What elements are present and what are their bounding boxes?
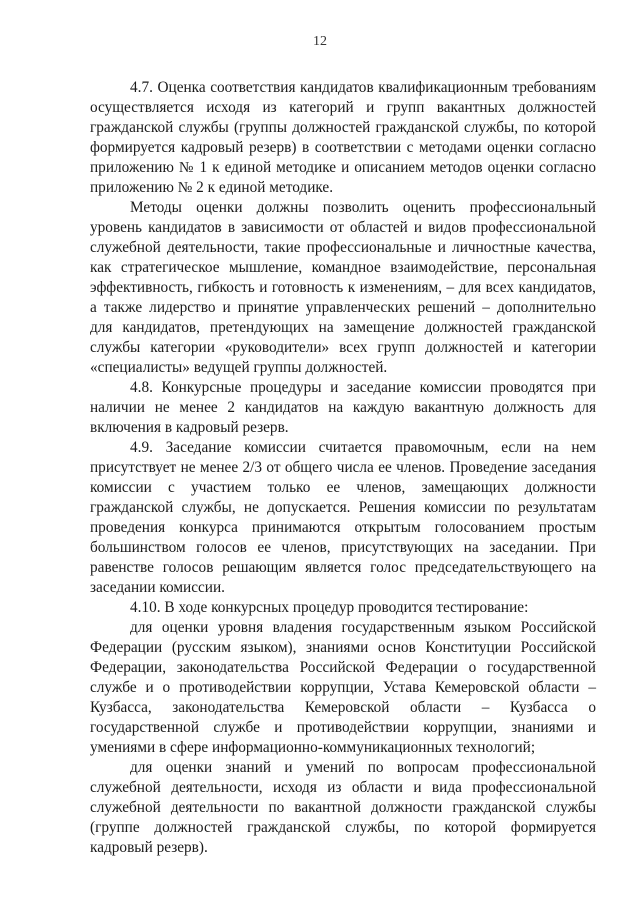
paragraph-4-9: 4.9. Заседание комиссии считается правомочным, если на нем присутствует не менее 2/3 от общего числа ее членов. Проведение заседания комиссии с участием только ее членов, замещающих должности гражданской службы, не допускается. Решения комиссии по результатам проведения конкурса принимаются открытым голосованием простым большинством голосов ее членов, присутствующих на заседании. При равенстве голосов решающим является голос председательствующего на заседании комиссии. <box>90 439 596 596</box>
document-body <box>90 78 596 858</box>
paragraph-4-10: 4.10. В ходе конкурсных процедур проводится тестирование: <box>130 599 529 616</box>
paragraph-language-testing: для оценки уровня владения государственным языком Российской Федерации (русским языком), знаниями основ Конституции Российской Федерации, законодательства Российской Федерации о государственной службе и о противодействии коррупции, Устава Кемеровской области – Кузбасса, законодательства Кемеровской области – Кузбасса о государственной службе и противодействии коррупции, знаниями и умениями в сфере информационно-коммуникационных технологий; <box>90 619 596 756</box>
paragraph-assessment-methods: Методы оценки должны позволить оценить профессиональный уровень кандидатов в зависимости от областей и видов профессиональной служебной деятельности, такие профессиональные и личностные качества, как стратегическое мышление, командное взаимодействие, персональная эффективность, гибкость и готовность к изменениям, – для всех кандидатов, а также лидерство и принятие управленческих решений – дополнительно для кандидатов, претендующих на замещение должностей гражданской службы категории «руководители» всех групп должностей и категории «специалисты» ведущей группы должностей. <box>90 199 596 376</box>
paragraph-professional-testing: для оценки знаний и умений по вопросам профессиональной служебной деятельности, исходя из области и вида профессиональной служебной деятельности по вакантной должности гражданской службы (группе должностей гражданской службы, по которой формируется кадровый резерв). <box>90 759 596 856</box>
paragraph-4-8: 4.8. Конкурсные процедуры и заседание комиссии проводятся при наличии не менее 2 кандидатов на каждую вакантную должность для включения в кадровый резерв. <box>90 379 596 436</box>
page-number: 12 <box>313 34 327 49</box>
paragraph-4-7: 4.7. Оценка соответствия кандидатов квалификационным требованиям осуществляется исходя из категорий и групп вакантных должностей гражданской службы (группы должностей гражданской службы, по которой формируется кадровый резерв) в соответствии с методами оценки согласно приложению № 1 к единой методике и описанием методов оценки согласно приложению № 2 к единой методике. <box>90 79 596 196</box>
